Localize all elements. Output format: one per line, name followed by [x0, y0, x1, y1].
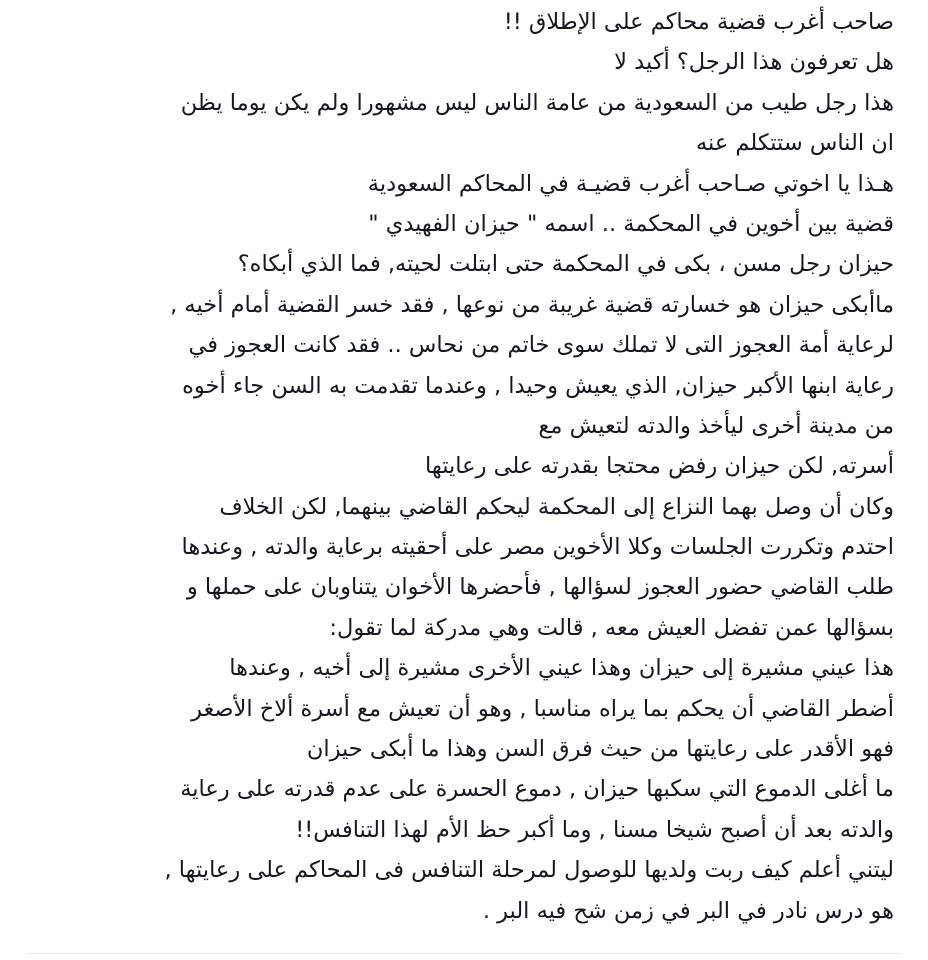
post-line: قضية بين أخوين في المحكمة .. اسمه " حيزان الفهيدي "	[368, 210, 894, 237]
post-line: فهو الأقدر على رعايتها من حيث فرق السن وهذا ما أبكى حيزان	[306, 736, 894, 763]
post-line: ليتني أعلم كيف ربت ولديها للوصول لمرحلة التنافس فى المحاكم على رعايتها ,	[164, 857, 894, 884]
post-line: احتدم وتكررت الجلسات وكلا الأخوين مصر على أحقيته برعاية والدته , وعندها	[181, 534, 894, 561]
post-line: هل تعرفون هذا الرجل؟ أكيد لا	[614, 49, 894, 76]
post-line: حيزان رجل مسن ، بكى في المحكمة حتى ابتلت لحيته, فما الذي أبكاه؟	[237, 251, 894, 278]
post-line: صاحب أغرب قضية محاكم على الإطلاق !!	[503, 9, 894, 35]
post-line: لرعاية أمة العجوز التى لا تملك سوى خاتم من نحاس .. فقد كانت العجوز في	[188, 332, 894, 359]
post-line: ما أغلى الدموع التي سكبها حيزان , دموع الحسرة على عدم قدرته على رعاية	[180, 776, 894, 803]
post-line: أضطر القاضي أن يحكم بما يراه مناسبا , وهو أن تعيش مع أسرة ألاخ الأصغر	[191, 695, 894, 722]
post-line: بسؤالها عمن تفضل العيش معه , قالت وهي مدركة لما تقول:	[329, 614, 894, 641]
post-line: طلب القاضي حضور العجوز لسؤالها , فأحضرها الأخوان يتناوبان على حملها و	[186, 574, 894, 601]
post-line: أسرته, لكن حيزان رفض محتجا بقدرته على رعايتها	[425, 453, 894, 480]
post-line: والدته بعد أن أصبح شيخا مسنا , وما أكبر حظ الأم لهذا التنافس!!	[295, 816, 894, 843]
post-line: وكان أن وصل بهما النزاع إلى المحكمة ليحكم القاضي بينهما, لكن الخلاف	[219, 493, 894, 520]
post-line: هـذا يا اخوتي صـاحب أغرب قضيـة في المحاكم السعودية	[367, 170, 894, 197]
post-line: ان الناس ستتكلم عنه	[695, 130, 894, 157]
post-line: من مدينة أخرى ليأخذ والدته لتعيش مع	[538, 412, 894, 439]
post-line: هذا رجل طيب من السعودية من عامة الناس ليس مشهورا ولم يكن يوما يظن	[180, 89, 894, 116]
post-line: هذا عيني مشيرة إلى حيزان وهذا عيني الأخرى مشيرة إلى أخيه , وعندها	[229, 655, 894, 682]
divider	[28, 953, 900, 954]
post-line: هو درس نادر في البر في زمن شح فيه البر .	[482, 897, 894, 924]
post-line: رعاية ابنها الأكبر حيزان, الذي يعيش وحيدا , وعندما تقدمت به السن جاء أخوه	[182, 372, 894, 399]
post-line: ماأبكى حيزان هو خسارته قضية غريبة من نوعها , فقد خسر القضية أمام أخيه ,	[170, 291, 894, 318]
